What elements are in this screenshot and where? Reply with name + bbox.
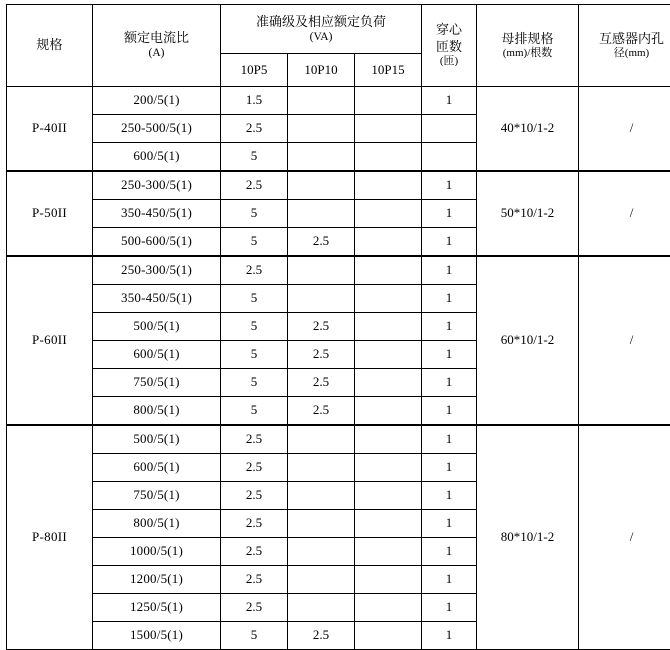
table-row: [7, 256, 670, 285]
cell-turns: 1: [422, 482, 477, 510]
cell-10p15: [355, 171, 422, 200]
cell-10p10: 2.5: [288, 313, 355, 341]
cell-hole-diameter: /: [579, 425, 670, 650]
cell-rated-current-ratio: 600/5(1): [93, 143, 221, 172]
cell-10p15: [355, 143, 422, 172]
cell-10p10: [288, 87, 355, 115]
cell-turns: 1: [422, 200, 477, 228]
header-row-main: [7, 5, 670, 54]
cell-rated-current-ratio: 250-300/5(1): [93, 256, 221, 285]
cell-rated-current-ratio: 1200/5(1): [93, 566, 221, 594]
cell-10p10: 2.5: [288, 622, 355, 650]
cell-turns: 1: [422, 538, 477, 566]
cell-turns: 1: [422, 87, 477, 115]
cell-turns: 1: [422, 228, 477, 257]
table-row: [7, 425, 670, 454]
cell-rated-current-ratio: 750/5(1): [93, 482, 221, 510]
cell-10p5: 2.5: [221, 256, 288, 285]
cell-10p15: [355, 510, 422, 538]
cell-spec: P-50II: [7, 171, 93, 256]
table-header: [7, 5, 670, 87]
cell-rated-current-ratio: 800/5(1): [93, 397, 221, 426]
header-hole-diameter-line1: 互感器内孔: [581, 31, 670, 47]
cell-turns: 1: [422, 285, 477, 313]
cell-10p5: 2.5: [221, 566, 288, 594]
header-10p10: 10P10: [288, 54, 355, 87]
cell-10p15: [355, 482, 422, 510]
cell-busbar: 40*10/1-2: [477, 87, 579, 172]
cell-10p5: 1.5: [221, 87, 288, 115]
cell-rated-current-ratio: 250-300/5(1): [93, 171, 221, 200]
cell-10p15: [355, 538, 422, 566]
header-hole-diameter-line2: 径(mm): [581, 47, 670, 61]
cell-hole-diameter: /: [579, 256, 670, 425]
cell-10p5: 5: [221, 397, 288, 426]
table-body: [7, 87, 670, 650]
cell-rated-current-ratio: 200/5(1): [93, 87, 221, 115]
cell-rated-current-ratio: 250-500/5(1): [93, 115, 221, 143]
cell-10p5: 2.5: [221, 454, 288, 482]
header-busbar-line2: (mm)/根数: [479, 47, 576, 61]
header-accuracy-class: [221, 5, 422, 54]
header-busbar: [477, 5, 579, 87]
cell-10p15: [355, 313, 422, 341]
cell-10p5: 5: [221, 369, 288, 397]
cell-hole-diameter: /: [579, 171, 670, 256]
cell-turns: 1: [422, 341, 477, 369]
cell-10p5: 2.5: [221, 482, 288, 510]
cell-turns: 1: [422, 313, 477, 341]
cell-10p10: 2.5: [288, 369, 355, 397]
cell-10p10: [288, 510, 355, 538]
cell-10p15: [355, 285, 422, 313]
cell-rated-current-ratio: 500/5(1): [93, 425, 221, 454]
cell-10p10: [288, 285, 355, 313]
cell-rated-current-ratio: 350-450/5(1): [93, 200, 221, 228]
cell-turns: 1: [422, 256, 477, 285]
header-turns-unit: (匝): [424, 55, 474, 69]
cell-10p15: [355, 622, 422, 650]
header-10p5: 10P5: [221, 54, 288, 87]
header-10p15: 10P15: [355, 54, 422, 87]
cell-turns: 1: [422, 454, 477, 482]
cell-10p10: [288, 454, 355, 482]
table-row: [7, 87, 670, 115]
header-rated-current-ratio-unit: (A): [95, 46, 218, 60]
cell-10p10: [288, 566, 355, 594]
cell-turns: 1: [422, 566, 477, 594]
cell-rated-current-ratio: 800/5(1): [93, 510, 221, 538]
cell-turns: [422, 115, 477, 143]
cell-10p5: 5: [221, 200, 288, 228]
cell-10p10: [288, 115, 355, 143]
cell-10p15: [355, 594, 422, 622]
header-busbar-line1: 母排规格: [479, 31, 576, 47]
cell-busbar: 80*10/1-2: [477, 425, 579, 650]
cell-10p10: 2.5: [288, 397, 355, 426]
cell-10p5: 5: [221, 285, 288, 313]
cell-hole-diameter: /: [579, 87, 670, 172]
cell-rated-current-ratio: 600/5(1): [93, 454, 221, 482]
cell-turns: [422, 143, 477, 172]
header-spec: 规格: [7, 5, 93, 87]
cell-turns: 1: [422, 510, 477, 538]
cell-10p5: 2.5: [221, 594, 288, 622]
cell-10p10: [288, 425, 355, 454]
cell-rated-current-ratio: 350-450/5(1): [93, 285, 221, 313]
cell-turns: 1: [422, 369, 477, 397]
header-turns: [422, 5, 477, 87]
cell-10p10: [288, 594, 355, 622]
cell-spec: P-80II: [7, 425, 93, 650]
cell-10p15: [355, 454, 422, 482]
cell-10p15: [355, 87, 422, 115]
header-accuracy-class-unit: (VA): [223, 30, 419, 44]
cell-10p15: [355, 256, 422, 285]
cell-10p10: [288, 200, 355, 228]
cell-10p15: [355, 369, 422, 397]
cell-10p10: [288, 538, 355, 566]
cell-turns: 1: [422, 171, 477, 200]
cell-10p10: [288, 256, 355, 285]
cell-rated-current-ratio: 1000/5(1): [93, 538, 221, 566]
table-row: [7, 171, 670, 200]
cell-10p5: 5: [221, 143, 288, 172]
cell-rated-current-ratio: 1500/5(1): [93, 622, 221, 650]
cell-10p10: 2.5: [288, 341, 355, 369]
cell-rated-current-ratio: 600/5(1): [93, 341, 221, 369]
cell-busbar: 50*10/1-2: [477, 171, 579, 256]
cell-spec: P-40II: [7, 87, 93, 172]
cell-10p15: [355, 228, 422, 257]
cell-10p5: 2.5: [221, 538, 288, 566]
specification-table: [6, 4, 670, 650]
header-turns-line2: 匝数: [424, 39, 474, 55]
cell-10p15: [355, 397, 422, 426]
cell-rated-current-ratio: 500-600/5(1): [93, 228, 221, 257]
cell-turns: 1: [422, 425, 477, 454]
header-rated-current-ratio-line1: 额定电流比: [95, 30, 218, 46]
cell-10p5: 2.5: [221, 171, 288, 200]
cell-10p10: [288, 482, 355, 510]
cell-rated-current-ratio: 1250/5(1): [93, 594, 221, 622]
cell-10p5: 5: [221, 622, 288, 650]
cell-turns: 1: [422, 594, 477, 622]
cell-10p5: 5: [221, 228, 288, 257]
cell-rated-current-ratio: 500/5(1): [93, 313, 221, 341]
cell-10p15: [355, 341, 422, 369]
header-turns-line1: 穿心: [424, 22, 474, 38]
header-hole-diameter: [579, 5, 670, 87]
cell-10p10: [288, 143, 355, 172]
cell-rated-current-ratio: 750/5(1): [93, 369, 221, 397]
cell-10p15: [355, 425, 422, 454]
cell-10p10: [288, 171, 355, 200]
cell-turns: 1: [422, 397, 477, 426]
header-rated-current-ratio: [93, 5, 221, 87]
header-accuracy-class-line1: 准确级及相应额定负荷: [223, 14, 419, 30]
cell-10p5: 5: [221, 341, 288, 369]
cell-busbar: 60*10/1-2: [477, 256, 579, 425]
cell-10p15: [355, 566, 422, 594]
cell-10p5: 2.5: [221, 510, 288, 538]
cell-turns: 1: [422, 622, 477, 650]
cell-10p15: [355, 115, 422, 143]
cell-10p5: 2.5: [221, 115, 288, 143]
cell-10p15: [355, 200, 422, 228]
cell-spec: P-60II: [7, 256, 93, 425]
cell-10p5: 5: [221, 313, 288, 341]
cell-10p5: 2.5: [221, 425, 288, 454]
cell-10p10: 2.5: [288, 228, 355, 257]
